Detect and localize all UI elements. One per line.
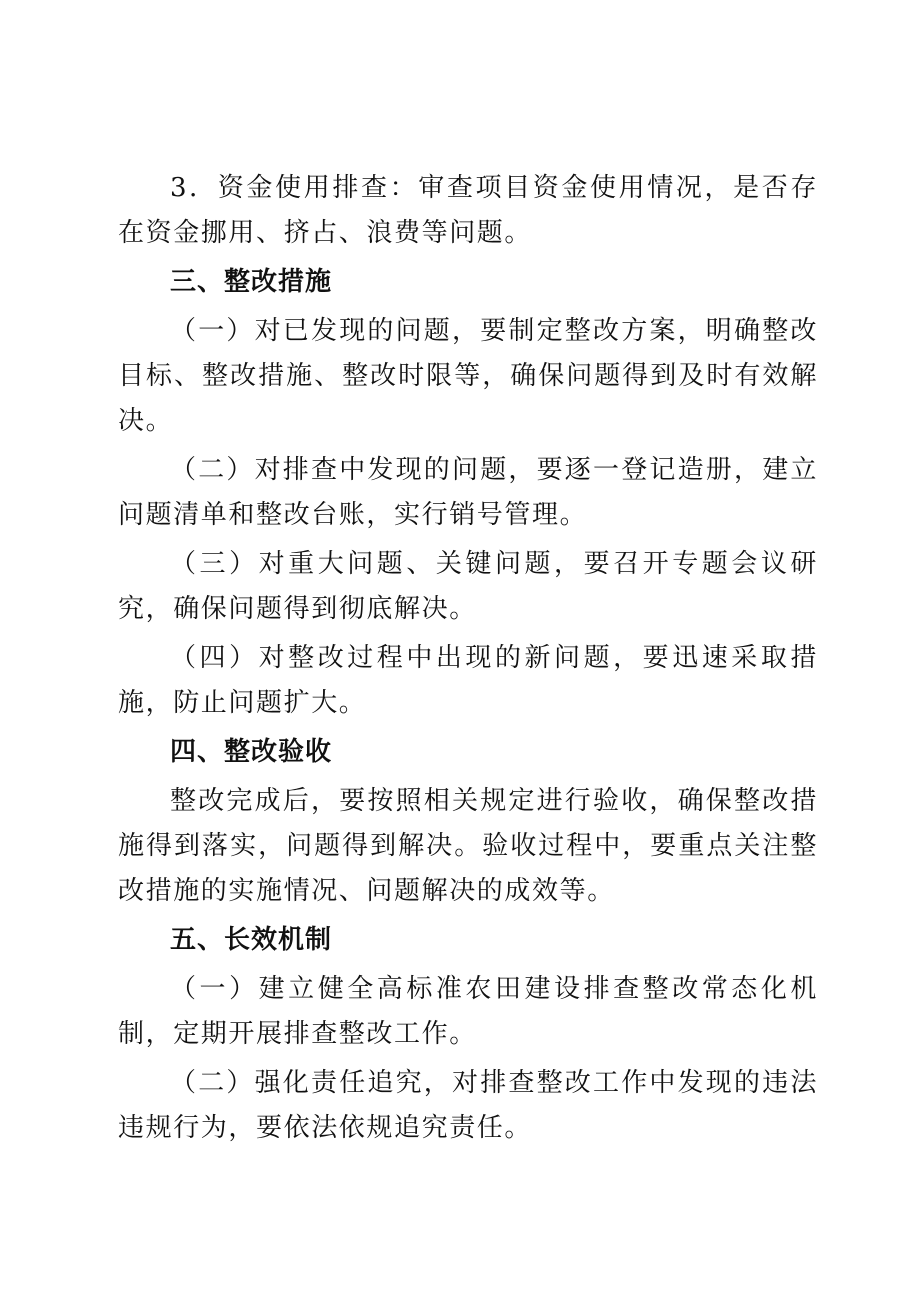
paragraph-mechanism-2: （二）强化责任追究，对排查整改工作中发现的违法违规行为，要依法依规追究责任。 [118,1068,818,1143]
paragraph-measure-4: （四）对整改过程中出现的新问题，要迅速采取措施，防止问题扩大。 [118,643,818,718]
paragraph-measure-1: （一）对已发现的问题，要制定整改方案，明确整改目标、整改措施、整改时限等，确保问题得到及时有效解决。 [118,316,818,436]
document-body [118,166,818,1155]
heading-rectification-acceptance: 四、整改验收 [170,737,333,767]
paragraph-measure-3: （三）对重大问题、关键问题，要召开专题会议研究，确保问题得到彻底解决。 [118,549,818,624]
heading-long-term-mechanism: 五、长效机制 [170,925,333,955]
paragraph-measure-2: （二）对排查中发现的问题，要逐一登记造册，建立问题清单和整改台账，实行销号管理。 [118,455,818,530]
paragraph-fund-usage-check: 3．资金使用排查：审查项目资金使用情况，是否存在资金挪用、挤占、浪费等问题。 [118,173,818,248]
paragraph-mechanism-1: （一）建立健全高标准农田建设排查整改常态化机制，定期开展排查整改工作。 [118,974,818,1049]
heading-rectification-measures: 三、整改措施 [170,267,333,297]
paragraph-acceptance: 整改完成后，要按照相关规定进行验收，确保整改措施得到落实，问题得到解决。验收过程中，要重点关注整改措施的实施情况、问题解决的成效等。 [118,786,818,906]
